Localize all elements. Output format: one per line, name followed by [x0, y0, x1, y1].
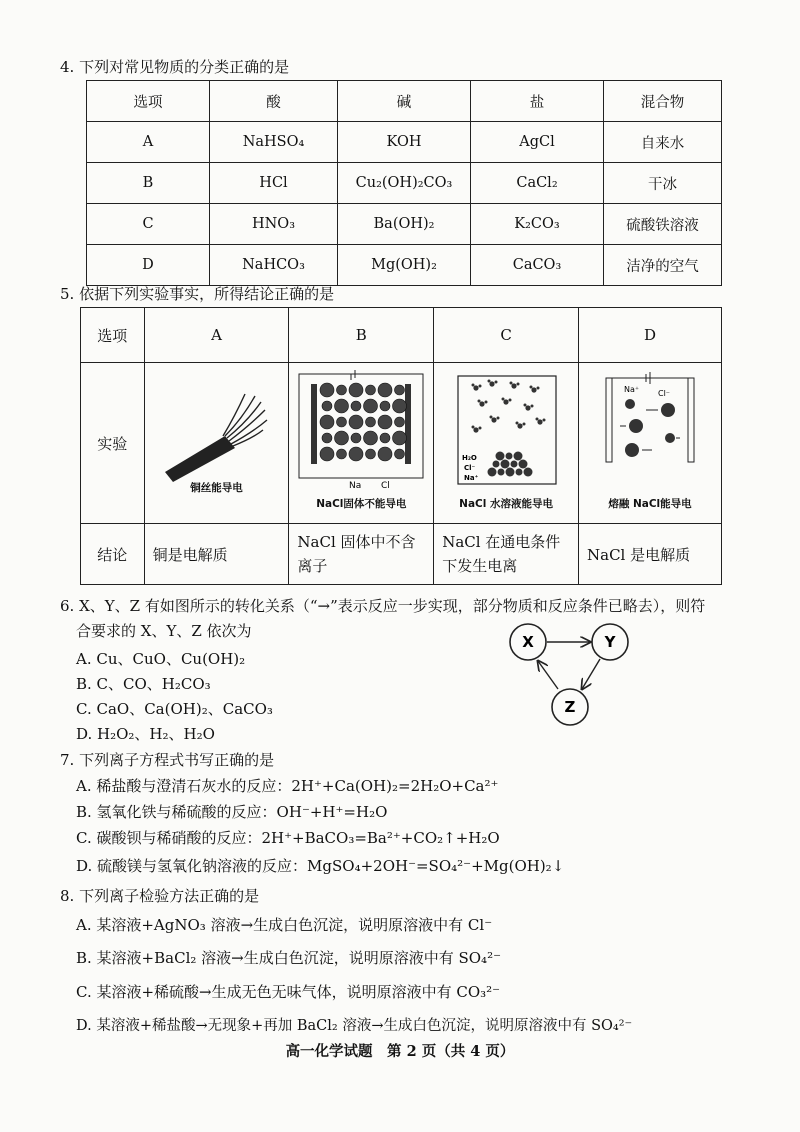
table-row	[87, 122, 722, 163]
figure-molten-nacl	[579, 363, 722, 524]
xyz-transformation-diagram	[500, 615, 650, 730]
table-cell: D	[87, 245, 210, 286]
figure-nacl-solution	[434, 363, 579, 524]
table-cell: KOH	[338, 122, 471, 163]
figure-nacl-solid	[289, 363, 434, 524]
table-row	[81, 524, 722, 585]
table-cell: CaCl₂	[471, 163, 604, 204]
caption-c: NaCl 水溶液能导电	[459, 498, 554, 510]
q5-table	[80, 307, 722, 585]
table-cell: NaCl 固体中不含离子	[289, 524, 434, 585]
table-cell: CaCO₃	[471, 245, 604, 286]
table-cell: HNO₃	[210, 204, 338, 245]
node-z-label: Z	[564, 698, 576, 716]
label-na-ion: Na⁺	[464, 474, 479, 482]
table-cell: 洁净的空气	[604, 245, 722, 286]
table-cell: 铜是电解质	[144, 524, 289, 585]
table-cell: B	[289, 308, 434, 363]
nacl-solid-lattice-icon	[291, 364, 431, 492]
table-cell: 结论	[81, 524, 145, 585]
figure-copper-wire	[144, 363, 289, 524]
table-cell: 干冰	[604, 163, 722, 204]
table-cell: Mg(OH)₂	[338, 245, 471, 286]
table-cell: 混合物	[604, 81, 722, 122]
table-cell: AgCl	[471, 122, 604, 163]
table-cell: 盐	[471, 81, 604, 122]
table-row	[87, 163, 722, 204]
q8-option-c: C. 某溶液+稀硫酸→生成无色无味气体，说明原溶液中有 CO₃²⁻	[76, 983, 501, 1001]
table-cell: NaHCO₃	[210, 245, 338, 286]
page-footer: 高一化学试题 第 2 页（共 4 页）	[285, 1043, 515, 1060]
molten-nacl-icon	[580, 364, 720, 492]
q7-stem: 7. 下列离子方程式书写正确的是	[60, 751, 275, 769]
label-na-ion: Na⁺	[624, 385, 640, 394]
table-cell: 碱	[338, 81, 471, 122]
q6-stem-line2: 合要求的 X、Y、Z 依次为	[76, 622, 252, 640]
table-cell: NaCl 在通电条件下发生电离	[434, 524, 579, 585]
table-cell: 硫酸铁溶液	[604, 204, 722, 245]
node-x-label: X	[522, 633, 534, 651]
table-cell: 酸	[210, 81, 338, 122]
table-header-row	[81, 308, 722, 363]
q4-table	[86, 80, 722, 286]
arrow-z-to-x	[538, 661, 558, 689]
q7-option-b: B. 氢氧化铁与稀硫酸的反应：OH⁻+H⁺=H₂O	[76, 803, 388, 821]
table-cell: C	[434, 308, 579, 363]
table-row	[87, 245, 722, 286]
table-row	[81, 363, 722, 524]
q8-option-d: D. 某溶液+稀盐酸→无现象+再加 BaCl₂ 溶液→生成白色沉淀，说明原溶液中有 SO₄²⁻	[76, 1018, 633, 1034]
table-cell: B	[87, 163, 210, 204]
label-cl: Cl	[381, 481, 391, 491]
q4-stem: 4. 下列对常见物质的分类正确的是	[60, 58, 290, 76]
table-cell: NaHSO₄	[210, 122, 338, 163]
q7-option-d: D. 硫酸镁与氢氧化钠溶液的反应：MgSO₄+2OH⁻=SO₄²⁻+Mg(OH)₂↓	[76, 857, 565, 875]
q6-stem-line1: 6. X、Y、Z 有如图所示的转化关系（“→”表示反应一步实现，部分物质和反应条件已略去），则符	[60, 597, 706, 615]
table-cell: HCl	[210, 163, 338, 204]
label-na: Na	[349, 481, 362, 491]
caption-a: 铜丝能导电	[190, 482, 243, 494]
node-y-label: Y	[604, 633, 616, 651]
table-cell: A	[87, 122, 210, 163]
table-cell: A	[144, 308, 289, 363]
q5-stem: 5. 依据下列实验事实，所得结论正确的是	[60, 285, 335, 303]
arrow-y-to-z	[582, 659, 600, 689]
label-h2o: H₂O	[462, 454, 477, 462]
table-cell: Cu₂(OH)₂CO₃	[338, 163, 471, 204]
caption-b: NaCl固体不能导电	[316, 498, 407, 510]
label-cl-ion: Cl⁻	[658, 389, 671, 398]
table-cell: K₂CO₃	[471, 204, 604, 245]
q8-option-a: A. 某溶液+AgNO₃ 溶液→生成白色沉淀，说明原溶液中有 Cl⁻	[76, 916, 493, 934]
q8-option-b: B. 某溶液+BaCl₂ 溶液→生成白色沉淀，说明原溶液中有 SO₄²⁻	[76, 949, 502, 967]
q7-option-a: A. 稀盐酸与澄清石灰水的反应：2H⁺+Ca(OH)₂=2H₂O+Ca²⁺	[76, 777, 499, 795]
q6-option-a: A. Cu、CuO、Cu(OH)₂	[76, 650, 246, 668]
q6-option-d: D. H₂O₂、H₂、H₂O	[76, 725, 215, 743]
table-cell: 实验	[81, 363, 145, 524]
q6-option-c: C. CaO、Ca(OH)₂、CaCO₃	[76, 700, 273, 718]
table-cell: 选项	[81, 308, 145, 363]
caption-d: 熔融 NaCl能导电	[608, 498, 692, 510]
table-cell: 自来水	[604, 122, 722, 163]
table-cell: 选项	[87, 81, 210, 122]
table-cell: C	[87, 204, 210, 245]
q7-option-c: C. 碳酸钡与稀硝酸的反应：2H⁺+BaCO₃=Ba²⁺+CO₂↑+H₂O	[76, 829, 500, 847]
table-cell: Ba(OH)₂	[338, 204, 471, 245]
q8-stem: 8. 下列离子检验方法正确的是	[60, 887, 260, 905]
table-header-row	[87, 81, 722, 122]
table-row	[87, 204, 722, 245]
q6-option-b: B. C、CO、H₂CO₃	[76, 675, 211, 693]
nacl-solution-icon	[436, 364, 576, 492]
table-cell: NaCl 是电解质	[579, 524, 722, 585]
table-cell: D	[579, 308, 722, 363]
label-cl-ion: Cl⁻	[464, 464, 476, 472]
